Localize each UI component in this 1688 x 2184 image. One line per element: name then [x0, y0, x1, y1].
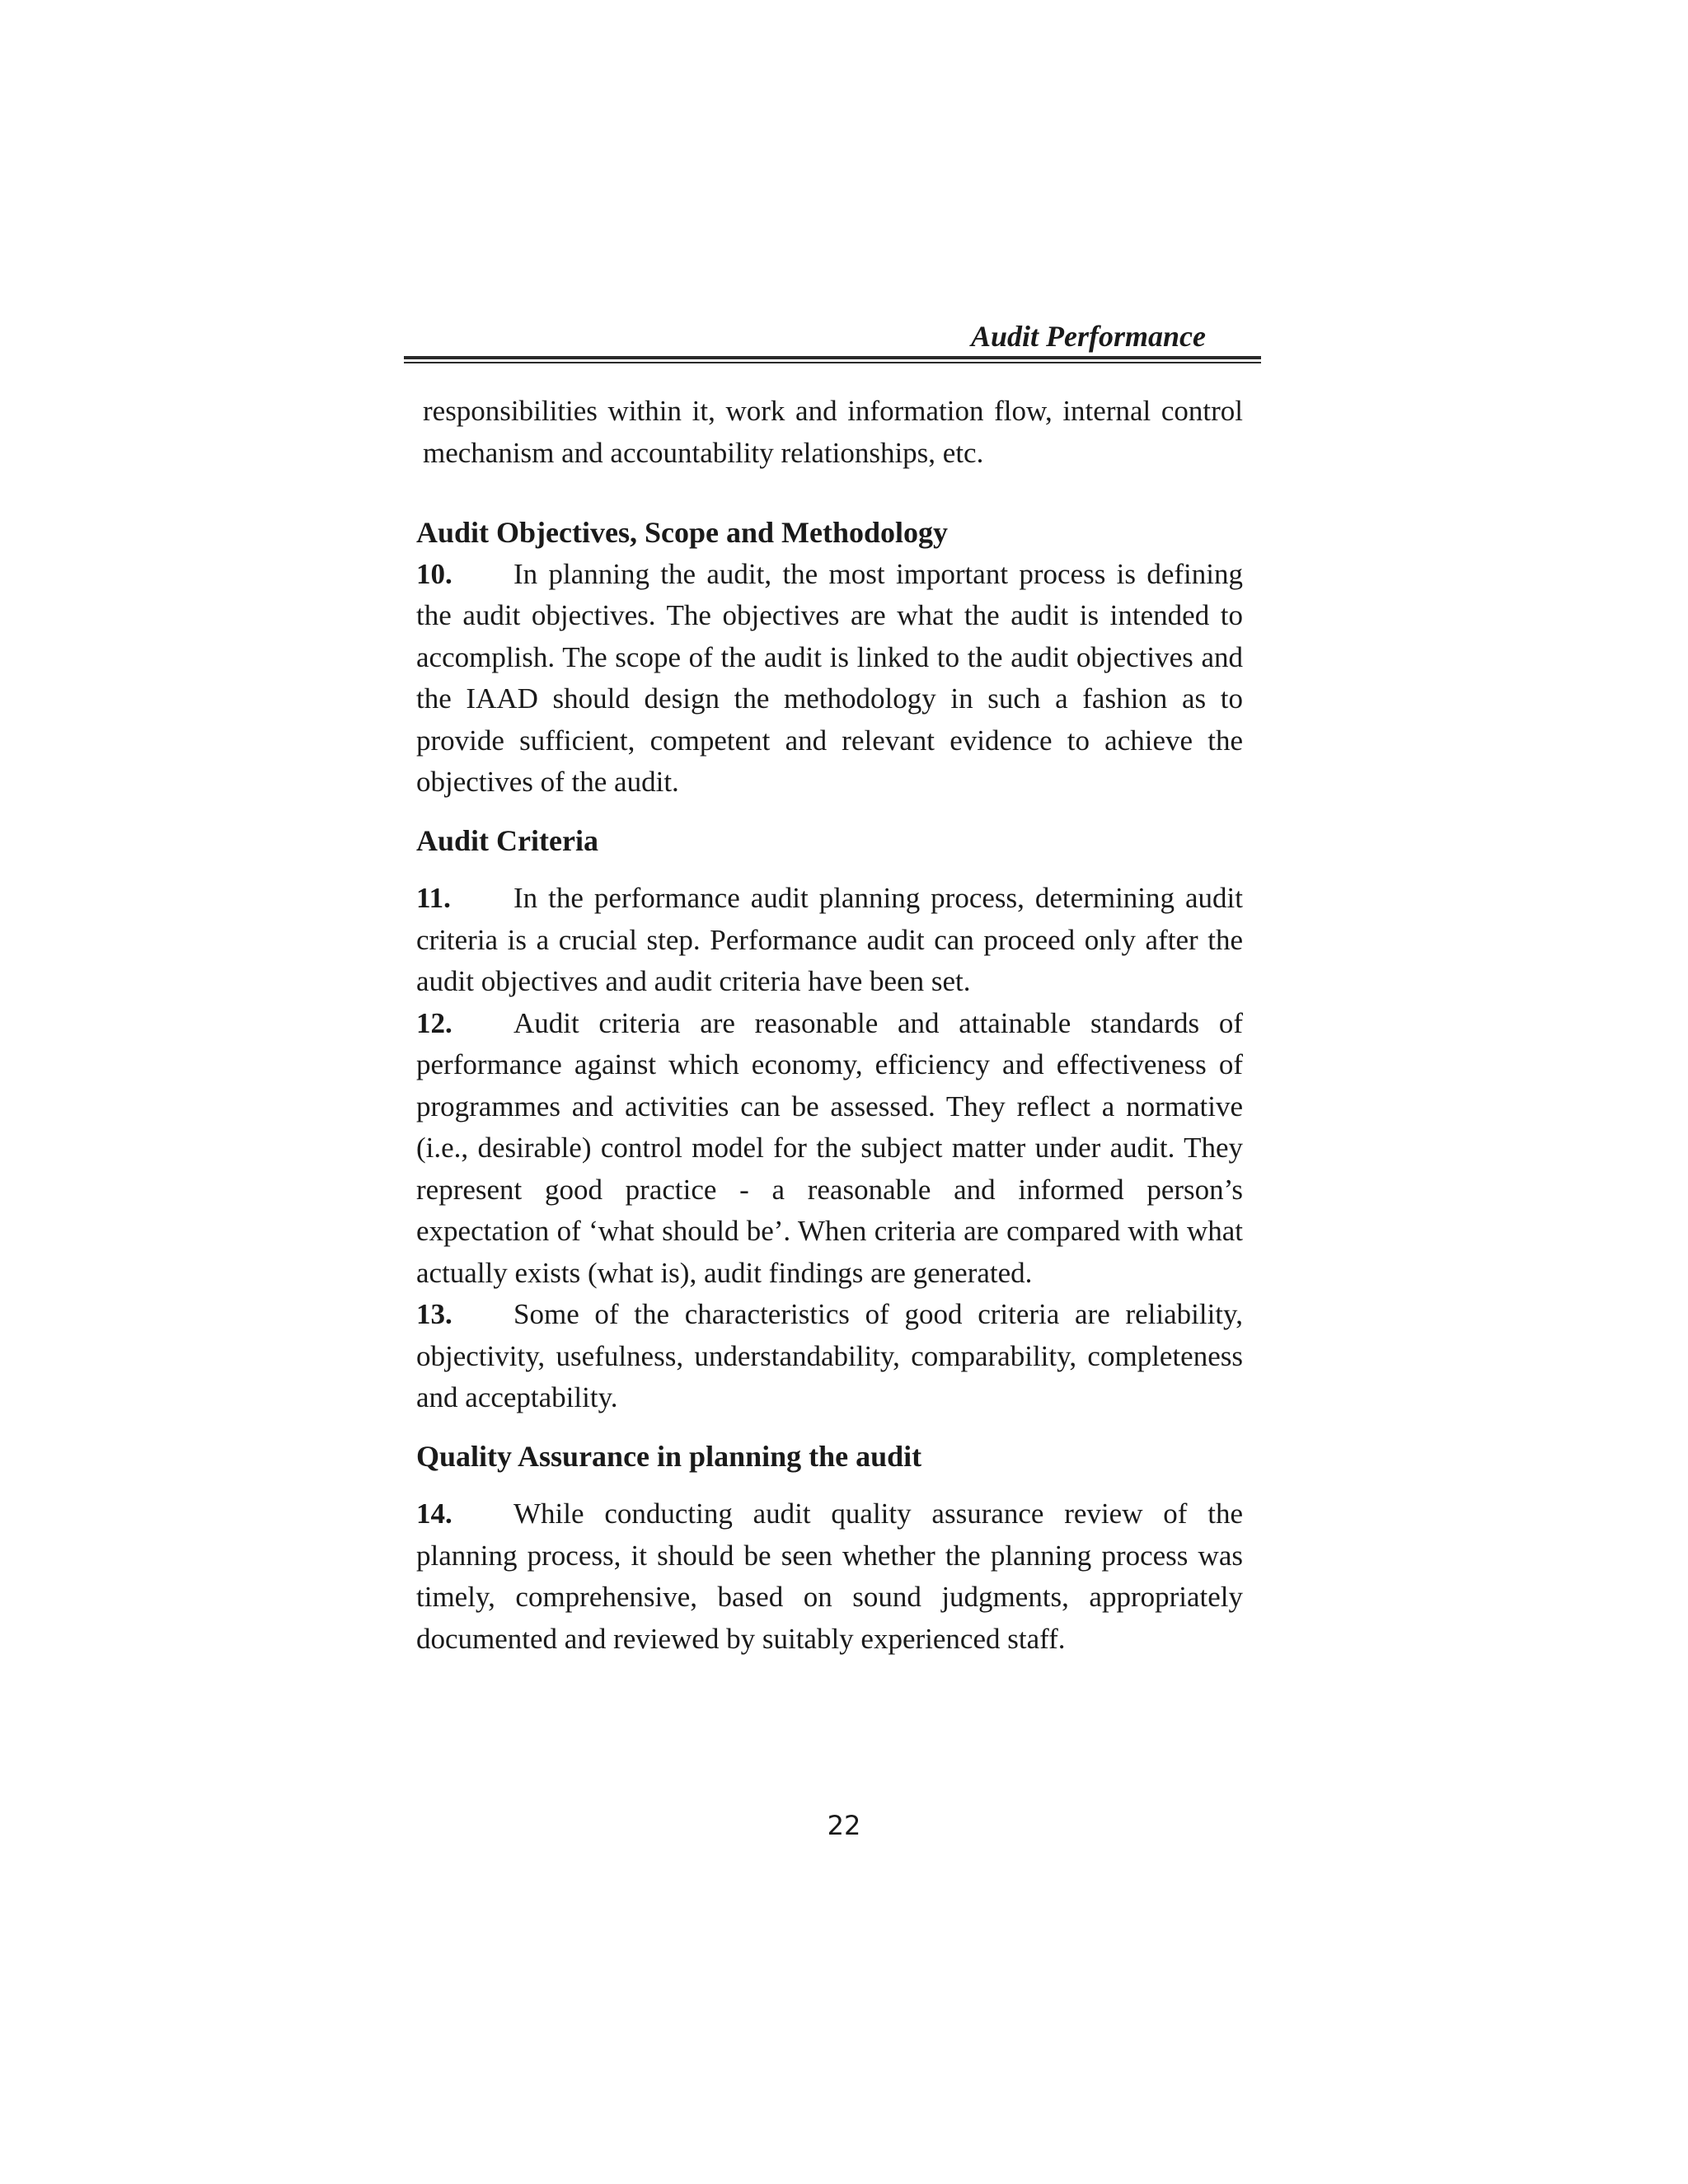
spacer — [416, 804, 1243, 820]
spacer — [416, 861, 1243, 878]
paragraph-number: 11. — [416, 882, 451, 914]
paragraph-13 — [416, 1294, 1243, 1419]
page-number: 22 — [827, 1810, 861, 1841]
paragraph-14 — [416, 1493, 1243, 1660]
paragraph-12 — [416, 1003, 1243, 1295]
paragraph-number: 14. — [416, 1497, 452, 1530]
spacer — [416, 1419, 1243, 1436]
paragraph-text: Some of the characteristics of good criteria are reliability, objectivity, usefulness, understandability, comparability, completeness and acceptability. — [416, 1298, 1243, 1413]
intro-paragraph: responsibilities within it, work and information flow, internal control mechanism and accountability relationships, etc. — [423, 395, 1243, 469]
paragraph-10 — [416, 554, 1243, 804]
section-heading-quality-assurance: Quality Assurance in planning the audit — [416, 1439, 922, 1473]
paragraph-11 — [416, 878, 1243, 1003]
paragraph-text: Audit criteria are reasonable and attainable standards of performance against which economy, efficiency and effectiveness of programmes and activities can be assessed. They reflect a normative (i.e., desirable) control model for the subject matter under audit. They represent good practice - a reasonable and informed person’s expectation of ‘what should be’. When criteria are compared with what actually exists (what is), audit findings are generated. — [416, 1006, 1243, 1289]
page-body — [416, 391, 1243, 1660]
paragraph-number: 10. — [416, 557, 452, 590]
paragraph-text: In planning the audit, the most important process is defining the audit objectives. The objectives are what the audit is intended to accomplish. The scope of the audit is linked to the audit objectives and the IAAD should design the methodology in such a fashion as to provide sufficient, competent and relevant evidence to achieve the objectives of the audit. — [416, 557, 1243, 798]
section-heading-criteria: Audit Criteria — [416, 823, 598, 857]
paragraph-text: In the performance audit planning process, determining audit criteria is a crucial step. Performance audit can proceed only after the audit objectives and audit criteria have been set. — [416, 882, 1243, 997]
spacer — [416, 1477, 1243, 1493]
paragraph-number: 12. — [416, 1006, 452, 1039]
paragraph-number: 13. — [416, 1298, 452, 1330]
paragraph-text: While conducting audit quality assurance review of the planning process, it should be seen whether the planning process was timely, comprehensive, based on sound judgments, appropriately documented and reviewed by suitably experienced staff. — [416, 1497, 1243, 1655]
running-header-title: Audit Performance — [971, 320, 1206, 353]
header-double-rule — [404, 356, 1261, 363]
section-heading-objectives: Audit Objectives, Scope and Methodology — [416, 516, 949, 549]
spacer — [416, 474, 1243, 512]
